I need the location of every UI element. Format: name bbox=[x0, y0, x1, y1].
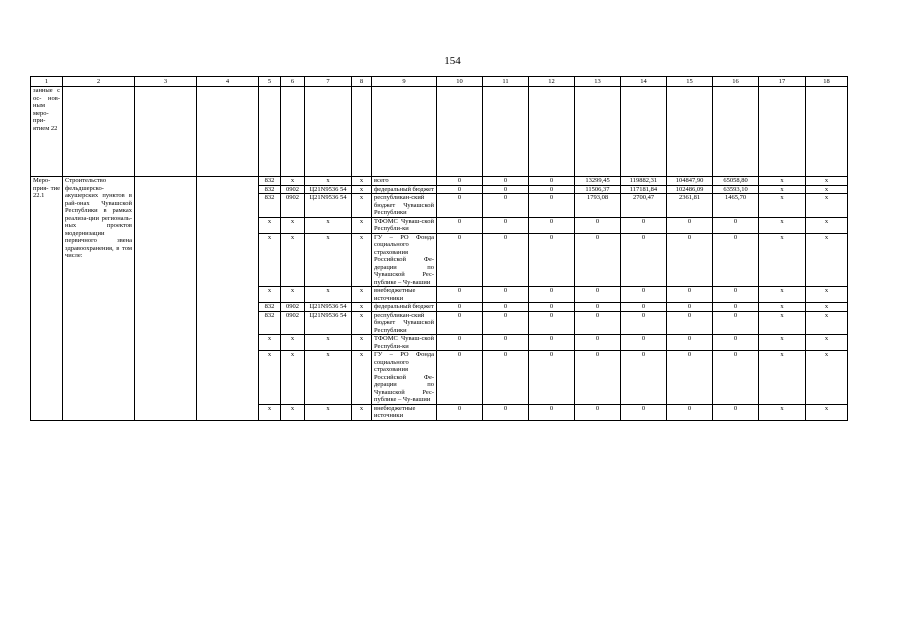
cell-col-13: 0 bbox=[575, 303, 621, 312]
cell-col-14: 0 bbox=[621, 311, 667, 335]
cell-col-14: 0 bbox=[621, 287, 667, 303]
cell-col-12: 0 bbox=[529, 404, 575, 420]
cell-col-9: ГУ – РО Фонда социального страхования Российской Фе-дерации по Чувашской Рес-публике – Чу-вашии bbox=[372, 233, 437, 287]
cell-col-5: x bbox=[259, 351, 281, 405]
cell-col-17: x bbox=[759, 311, 806, 335]
cell-col-9: внебюджетные источники bbox=[372, 404, 437, 420]
cell-col-5: x bbox=[259, 404, 281, 420]
cell-col-8: x bbox=[352, 335, 372, 351]
cell-col-13: 0 bbox=[575, 217, 621, 233]
cell-col-15: 0 bbox=[667, 404, 713, 420]
cell-col-6: x bbox=[281, 233, 305, 287]
cell-col-11: 0 bbox=[483, 177, 529, 186]
cell-col-18: x bbox=[806, 404, 848, 420]
header-cell-12: 12 bbox=[529, 77, 575, 87]
cell-col-11: 0 bbox=[483, 404, 529, 420]
cell-col-9: республикан-ский бюджет Чувашской Республики bbox=[372, 311, 437, 335]
cell-col-8: x bbox=[352, 404, 372, 420]
cell-col-6: x bbox=[281, 404, 305, 420]
cell-col-8: x bbox=[352, 233, 372, 287]
cell-col-5: 832 bbox=[259, 303, 281, 312]
cell-col-12: 0 bbox=[529, 185, 575, 194]
cell-col-8: x bbox=[352, 177, 372, 186]
cell-col-16: 0 bbox=[713, 233, 759, 287]
cell-col-14: 0 bbox=[621, 303, 667, 312]
cell-col-18: x bbox=[806, 351, 848, 405]
header-cell-1: 1 bbox=[31, 77, 63, 87]
cell-col-7: x bbox=[305, 287, 352, 303]
cell-col-17: x bbox=[759, 233, 806, 287]
cell-col-12: 0 bbox=[529, 287, 575, 303]
cell-col-8: x bbox=[352, 351, 372, 405]
cell-col-10: 0 bbox=[437, 177, 483, 186]
cell-col-13: 0 bbox=[575, 311, 621, 335]
cell-col-10: 0 bbox=[437, 233, 483, 287]
header-cell-18: 18 bbox=[806, 77, 848, 87]
header-cell-4: 4 bbox=[197, 77, 259, 87]
page-number: 154 bbox=[444, 55, 461, 67]
cell-col-18: x bbox=[806, 177, 848, 186]
cell-col-17: x bbox=[759, 177, 806, 186]
cell-col-15: 0 bbox=[667, 287, 713, 303]
cell-col-7: x bbox=[305, 177, 352, 186]
cell-col-6: 0902 bbox=[281, 194, 305, 218]
continuation-row bbox=[31, 87, 848, 177]
header-cell-3: 3 bbox=[135, 77, 197, 87]
cell-col-15: 0 bbox=[667, 311, 713, 335]
cell-col-9: ТФОМС Чуваш-ской Республи-ки bbox=[372, 335, 437, 351]
cell-col-8: x bbox=[352, 185, 372, 194]
cell-col-14: 2700,47 bbox=[621, 194, 667, 218]
cell-col-13: 1793,08 bbox=[575, 194, 621, 218]
cell-col-7: Ц21N9536 54 bbox=[305, 185, 352, 194]
cell-col-5: x bbox=[259, 335, 281, 351]
header-cell-16: 16 bbox=[713, 77, 759, 87]
header-row bbox=[31, 77, 848, 87]
cell-col-10: 0 bbox=[437, 185, 483, 194]
cell-col-7: x bbox=[305, 404, 352, 420]
cell-col-12: 0 bbox=[529, 351, 575, 405]
cell-col-9: внебюджетные источники bbox=[372, 287, 437, 303]
cell-col-17: x bbox=[759, 335, 806, 351]
cell-col-17: x bbox=[759, 194, 806, 218]
header-cell-17: 17 bbox=[759, 77, 806, 87]
cell-col-13: 0 bbox=[575, 287, 621, 303]
cell-col-13: 0 bbox=[575, 404, 621, 420]
cell-col-10: 0 bbox=[437, 303, 483, 312]
header-cell-9: 9 bbox=[372, 77, 437, 87]
header-cell-15: 15 bbox=[667, 77, 713, 87]
col3-cell bbox=[135, 177, 197, 421]
cell-col-10: 0 bbox=[437, 194, 483, 218]
cell-col-11: 0 bbox=[483, 233, 529, 287]
cell-col-15: 0 bbox=[667, 217, 713, 233]
cell-col-6: x bbox=[281, 351, 305, 405]
cell-col-13: 0 bbox=[575, 351, 621, 405]
event-number-cell: Меро- прия- тие 22.1 bbox=[31, 177, 63, 421]
cell-col-18: x bbox=[806, 303, 848, 312]
cell-col-7: x bbox=[305, 233, 352, 287]
cell-col-11: 0 bbox=[483, 194, 529, 218]
header-cell-14: 14 bbox=[621, 77, 667, 87]
header-cell-6: 6 bbox=[281, 77, 305, 87]
cell-col-16: 0 bbox=[713, 303, 759, 312]
cell-col-17: x bbox=[759, 185, 806, 194]
cell-col-13: 11506,37 bbox=[575, 185, 621, 194]
cell-col-11: 0 bbox=[483, 217, 529, 233]
cell-col-10: 0 bbox=[437, 335, 483, 351]
cell-col-15: 0 bbox=[667, 303, 713, 312]
cell-col-16: 1465,70 bbox=[713, 194, 759, 218]
cell-col-10: 0 bbox=[437, 287, 483, 303]
event-title-cell: Строительство фельдшерско-акушерских пунктов в рай-онах Чувашской Республики в рамках реализа-ции региональ-ных проектов модернизации первичного звена здравоохранения, в том числе: bbox=[63, 177, 135, 421]
cell-col-15: 2361,81 bbox=[667, 194, 713, 218]
cell-col-17: x bbox=[759, 287, 806, 303]
col4-cell bbox=[197, 177, 259, 421]
cell-col-9: ГУ – РО Фонда социального страхования Российской Фе-дерации по Чувашской Рес-публике – Чу-вашии bbox=[372, 351, 437, 405]
continuation-cell-1: занные с ос- нов- ным меро- при- ятием 22 bbox=[31, 87, 63, 177]
cell-col-5: x bbox=[259, 233, 281, 287]
cell-col-10: 0 bbox=[437, 217, 483, 233]
cell-col-18: x bbox=[806, 217, 848, 233]
cell-col-14: 0 bbox=[621, 404, 667, 420]
cell-col-11: 0 bbox=[483, 287, 529, 303]
cell-col-12: 0 bbox=[529, 217, 575, 233]
cell-col-9: республикан-ский бюджет Чувашской Республики bbox=[372, 194, 437, 218]
cell-col-5: 832 bbox=[259, 311, 281, 335]
cell-col-16: 0 bbox=[713, 351, 759, 405]
cell-col-14: 0 bbox=[621, 233, 667, 287]
cell-col-6: 0902 bbox=[281, 185, 305, 194]
cell-col-11: 0 bbox=[483, 303, 529, 312]
cell-col-5: x bbox=[259, 287, 281, 303]
cell-col-12: 0 bbox=[529, 233, 575, 287]
cell-col-11: 0 bbox=[483, 185, 529, 194]
cell-col-12: 0 bbox=[529, 311, 575, 335]
budget-table bbox=[30, 76, 848, 421]
header-cell-7: 7 bbox=[305, 77, 352, 87]
header-cell-13: 13 bbox=[575, 77, 621, 87]
cell-col-17: x bbox=[759, 217, 806, 233]
cell-col-18: x bbox=[806, 335, 848, 351]
header-cell-8: 8 bbox=[352, 77, 372, 87]
cell-col-7: x bbox=[305, 335, 352, 351]
cell-col-17: x bbox=[759, 404, 806, 420]
cell-col-14: 0 bbox=[621, 217, 667, 233]
cell-col-18: x bbox=[806, 233, 848, 287]
cell-col-7: Ц21N9536 54 bbox=[305, 303, 352, 312]
cell-col-14: 117181,84 bbox=[621, 185, 667, 194]
cell-col-15: 104847,90 bbox=[667, 177, 713, 186]
cell-col-8: x bbox=[352, 287, 372, 303]
cell-col-15: 0 bbox=[667, 233, 713, 287]
cell-col-13: 0 bbox=[575, 233, 621, 287]
cell-col-16: 63593,10 bbox=[713, 185, 759, 194]
cell-col-17: x bbox=[759, 351, 806, 405]
cell-col-12: 0 bbox=[529, 177, 575, 186]
cell-col-9: ТФОМС Чуваш-ской Республи-ки bbox=[372, 217, 437, 233]
cell-col-11: 0 bbox=[483, 351, 529, 405]
cell-col-16: 0 bbox=[713, 335, 759, 351]
cell-col-6: 0902 bbox=[281, 311, 305, 335]
cell-col-16: 0 bbox=[713, 404, 759, 420]
cell-col-17: x bbox=[759, 303, 806, 312]
cell-col-10: 0 bbox=[437, 404, 483, 420]
header-cell-11: 11 bbox=[483, 77, 529, 87]
header-cell-10: 10 bbox=[437, 77, 483, 87]
cell-col-10: 0 bbox=[437, 351, 483, 405]
cell-col-13: 13299,45 bbox=[575, 177, 621, 186]
cell-col-12: 0 bbox=[529, 303, 575, 312]
cell-col-5: 832 bbox=[259, 177, 281, 186]
cell-col-8: x bbox=[352, 194, 372, 218]
cell-col-16: 65058,80 bbox=[713, 177, 759, 186]
cell-col-5: x bbox=[259, 217, 281, 233]
cell-col-8: x bbox=[352, 311, 372, 335]
cell-col-16: 0 bbox=[713, 287, 759, 303]
cell-col-18: x bbox=[806, 185, 848, 194]
cell-col-7: x bbox=[305, 217, 352, 233]
table-row bbox=[31, 177, 848, 186]
header-cell-5: 5 bbox=[259, 77, 281, 87]
cell-col-16: 0 bbox=[713, 311, 759, 335]
cell-col-9: всего bbox=[372, 177, 437, 186]
cell-col-12: 0 bbox=[529, 335, 575, 351]
cell-col-13: 0 bbox=[575, 335, 621, 351]
cell-col-7: x bbox=[305, 351, 352, 405]
cell-col-16: 0 bbox=[713, 217, 759, 233]
cell-col-15: 0 bbox=[667, 335, 713, 351]
cell-col-6: x bbox=[281, 177, 305, 186]
cell-col-9: федеральный бюджет bbox=[372, 303, 437, 312]
cell-col-6: x bbox=[281, 217, 305, 233]
cell-col-18: x bbox=[806, 311, 848, 335]
cell-col-15: 102486,09 bbox=[667, 185, 713, 194]
cell-col-10: 0 bbox=[437, 311, 483, 335]
cell-col-14: 0 bbox=[621, 351, 667, 405]
cell-col-14: 0 bbox=[621, 335, 667, 351]
cell-col-18: x bbox=[806, 194, 848, 218]
cell-col-12: 0 bbox=[529, 194, 575, 218]
cell-col-5: 832 bbox=[259, 185, 281, 194]
cell-col-14: 119882,31 bbox=[621, 177, 667, 186]
cell-col-8: x bbox=[352, 217, 372, 233]
cell-col-5: 832 bbox=[259, 194, 281, 218]
header-cell-2: 2 bbox=[63, 77, 135, 87]
cell-col-15: 0 bbox=[667, 351, 713, 405]
cell-col-11: 0 bbox=[483, 311, 529, 335]
cell-col-7: Ц21N9536 54 bbox=[305, 194, 352, 218]
cell-col-6: x bbox=[281, 287, 305, 303]
cell-col-7: Ц21N9536 54 bbox=[305, 311, 352, 335]
cell-col-9: федеральный бюджет bbox=[372, 185, 437, 194]
cell-col-6: 0902 bbox=[281, 303, 305, 312]
cell-col-8: x bbox=[352, 303, 372, 312]
cell-col-18: x bbox=[806, 287, 848, 303]
cell-col-6: x bbox=[281, 335, 305, 351]
cell-col-11: 0 bbox=[483, 335, 529, 351]
